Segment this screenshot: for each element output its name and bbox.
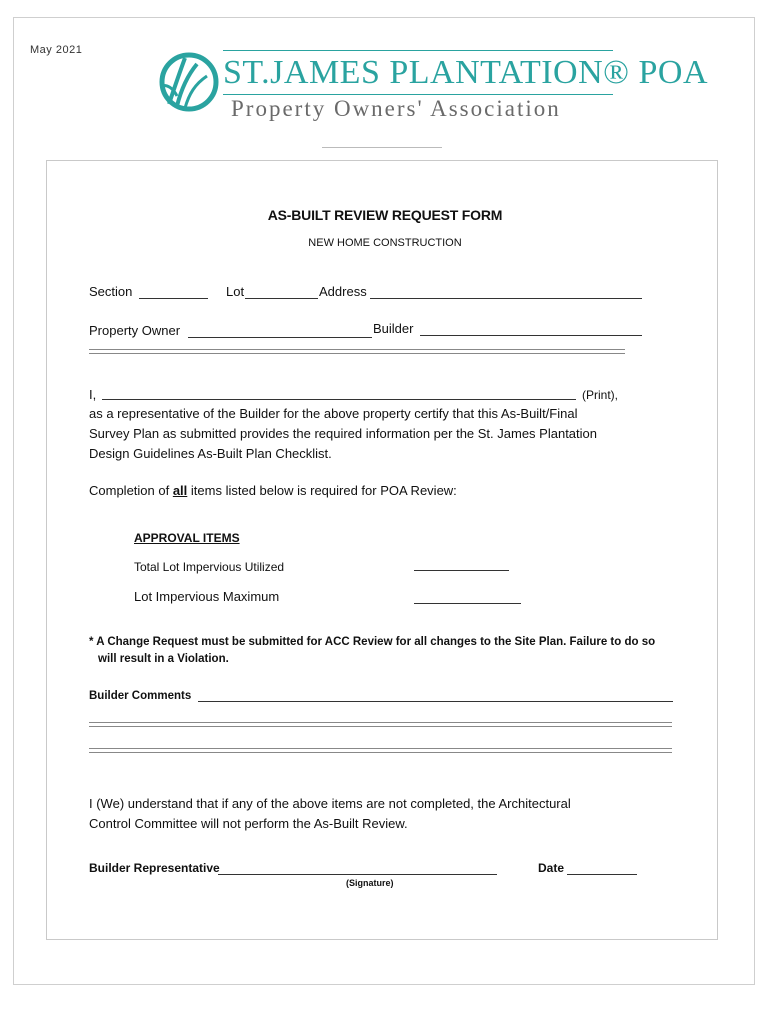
date-field[interactable] [567, 874, 637, 875]
document-date: May 2021 [30, 44, 83, 56]
print-label: (Print), [582, 388, 618, 402]
comments-line-2[interactable] [89, 722, 672, 727]
total-impervious-label: Total Lot Impervious Utilized [134, 560, 285, 574]
section-divider [89, 349, 625, 354]
property-owner-field[interactable] [188, 337, 372, 338]
section-label: Section [89, 284, 133, 299]
builder-comments-label: Builder Comments [89, 690, 192, 702]
form-title: AS-BUILT REVIEW REQUEST FORM [267, 207, 503, 223]
impervious-max-field[interactable] [414, 603, 521, 604]
notice-line-1: * A Change Request must be submitted for ACC Review for all changes to the Site Plan. Failure to do so [89, 636, 656, 648]
section-field[interactable] [139, 298, 208, 299]
total-impervious-field[interactable] [414, 570, 509, 571]
date-label: Date [538, 861, 565, 875]
logo-title: ST.JAMES PLANTATION® POA [223, 54, 709, 91]
notice-line-2: will result in a Violation. [98, 653, 229, 665]
builder-comments-field[interactable] [198, 701, 673, 702]
completion-post: items listed below is required for POA Review: [187, 483, 457, 498]
understanding-text [89, 794, 649, 834]
header-divider [322, 147, 442, 148]
address-label: Address [319, 284, 367, 299]
logo-rule-bottom [223, 94, 613, 95]
signature-caption: (Signature) [346, 878, 394, 888]
form-subtitle: NEW HOME CONSTRUCTION [308, 237, 462, 249]
address-field[interactable] [370, 298, 642, 299]
cert-prefix: I, [89, 387, 97, 402]
certification-text [89, 404, 649, 464]
builder-rep-signature-field[interactable] [218, 874, 497, 875]
completion-pre: Completion of [89, 483, 173, 498]
cert-line-3: Design Guidelines As-Built Plan Checklist. [89, 446, 332, 461]
builder-rep-label: Builder Representative [89, 861, 220, 875]
logo-emblem-icon [155, 46, 221, 118]
property-owner-label: Property Owner [89, 323, 181, 338]
approval-items-heading: APPROVAL ITEMS [134, 531, 240, 545]
logo-rule-top [223, 50, 613, 51]
completion-text [89, 483, 457, 498]
builder-label: Builder [373, 321, 414, 336]
lot-field[interactable] [245, 298, 318, 299]
logo [155, 40, 709, 130]
understand-line-2: Control Committee will not perform the As-Built Review. [89, 816, 408, 831]
lot-label: Lot [226, 284, 245, 299]
comments-line-3[interactable] [89, 748, 672, 753]
cert-line-2: Survey Plan as submitted provides the required information per the St. James Plantation [89, 426, 597, 441]
logo-subtitle: Property Owners' Association [231, 96, 561, 121]
print-name-field[interactable] [102, 399, 576, 400]
cert-line-1: as a representative of the Builder for the above property certify that this As-Built/Final [89, 406, 578, 421]
understand-line-1: I (We) understand that if any of the above items are not completed, the Architectural [89, 796, 571, 811]
builder-field[interactable] [420, 335, 642, 336]
impervious-max-label: Lot Impervious Maximum [134, 589, 280, 604]
completion-all: all [172, 483, 188, 498]
